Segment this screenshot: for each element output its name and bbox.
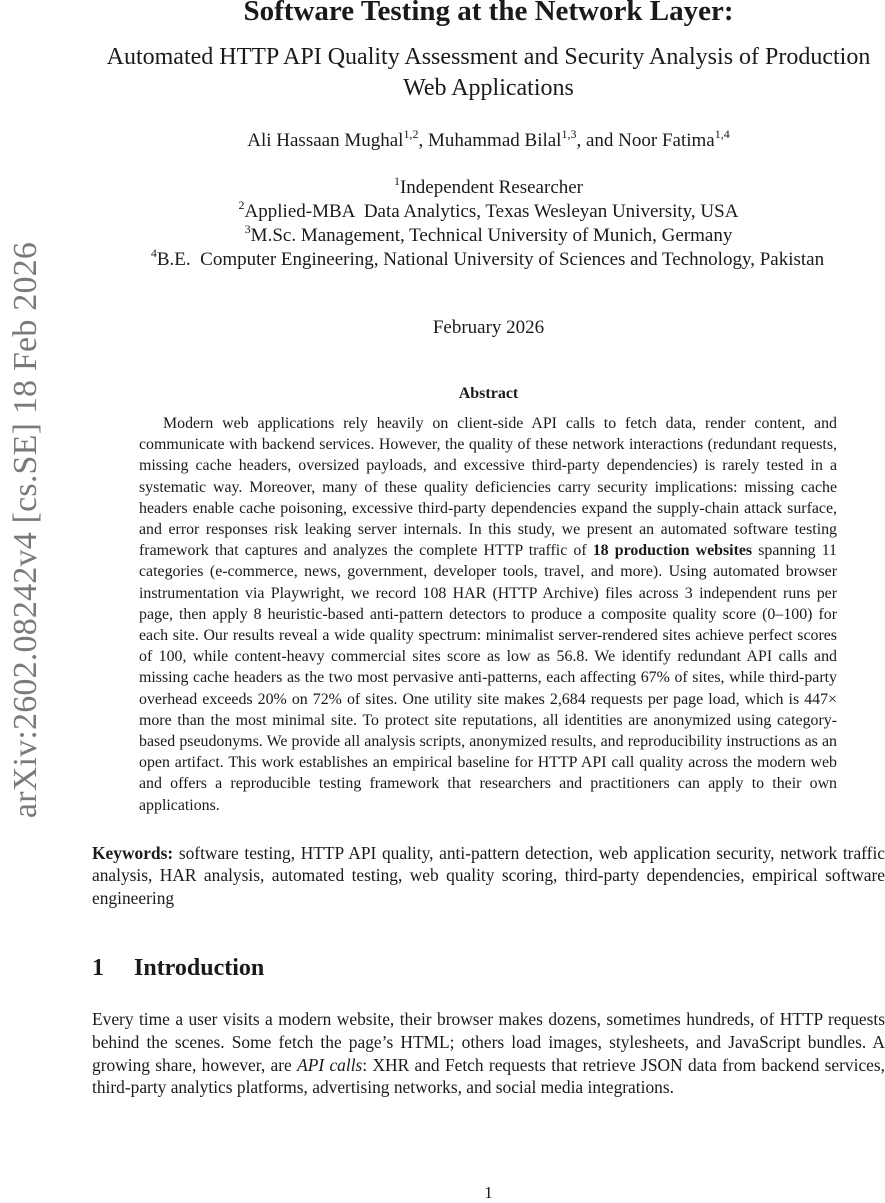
affiliation — [92, 176, 885, 200]
intro-emphasis: API calls — [297, 1054, 363, 1075]
affiliation — [92, 224, 885, 248]
affiliation-text: Independent Researcher — [399, 177, 584, 198]
author-separator: , — [418, 130, 428, 151]
intro-text: Every time a user visits a modern website, their browser makes dozens, sometimes hundreds, of HTTP requests behind the scenes. Some fetch the page’s HTML; others load images, stylesheets, and JavaScript bundles. A growing share, however, are — [92, 1009, 885, 1075]
affiliation-marker: 2 — [238, 198, 245, 212]
intro-text: : XHR and Fetch requests that retrieve JSON data from backend services, third-party analytics platforms, advertising networks, and social media integrations. — [92, 1054, 885, 1098]
author-list — [92, 129, 885, 153]
abstract-body — [139, 413, 837, 816]
affiliation-marker: 1 — [393, 174, 400, 188]
affiliation-text: Applied-MBA Data Analytics, Texas Wesleyan University, USA — [244, 201, 739, 222]
paper-page — [92, 0, 885, 1202]
affiliation-list — [92, 176, 885, 272]
affiliation — [92, 200, 885, 224]
section-number: 1 — [92, 955, 104, 982]
abstract-text: spanning 11 categories (e-commerce, news, government, developer tools, travel, and more). Using automated browser instrumentation via Playwright, we record 108 HAR (HTTP Archive) files across 3 independent runs per page, then apply 8 heuristic-based anti-pattern detectors to produce a composite quality score (0–100) for each site. Our results reveal a wide quality spectrum: minimalist server-rendered sites achieve perfect scores of 100, while content-heavy commercial sites score as low as 56.8. We identify redundant API calls and missing cache headers as the two most pervasive anti-patterns, each affecting 67% of sites, while third-party overhead exceeds 20% on 72% of sites. One utility site makes 2,684 requests per page load, which is 447× more than the most minimal site. To protect site reputations, all identities are anonymized using category-based pseudonyms. We provide all analysis scripts, anonymized results, and reproducibility instructions as an open artifact. This work establishes an empirical baseline for HTTP API call quality across the modern web and offers a reproducible testing framework that researchers and practitioners can apply to their own applications. — [139, 542, 837, 814]
affiliation-text: B.E. Computer Engineering, National University of Sciences and Technology, Pakistan — [156, 249, 825, 270]
abstract-text: Modern web applications rely heavily on client-side API calls to fetch data, render content, and communicate with backend services. However, the quality of these network interactions (redundant requests, missing cache headers, oversized payloads, and excessive third-party dependencies) is rarely tested in a systematic way. Moreover, many of these quality deficiencies carry security implications: missing cache headers enable cache poisoning, excessive third-party dependencies expand the supply-chain attack surface, and error responses risk leaking server internals. In this study, we present an automated software testing framework that captures and analyzes the complete HTTP traffic of — [139, 415, 837, 560]
keywords — [92, 842, 885, 909]
arxiv-identifier: arXiv:2602.08242v4 [cs.SE] 18 Feb 2026 — [7, 241, 44, 819]
keywords-text: software testing, HTTP API quality, anti-pattern detection, web application security, network traffic analysis, HAR analysis, automated testing, web quality scoring, third-party dependencies, empirical software engineering — [92, 842, 885, 908]
affiliation-text: M.Sc. Management, Technical University of Munich, Germany — [250, 225, 733, 246]
abstract-emphasis: 18 production websites — [592, 542, 753, 560]
keywords-label: Keywords: — [92, 842, 174, 863]
section-heading — [92, 955, 885, 982]
intro-paragraph — [92, 1008, 885, 1099]
paper-date: February 2026 — [432, 317, 545, 338]
section-title: Introduction — [134, 955, 265, 982]
author-name: Muhammad Bilal — [427, 130, 562, 151]
affiliation-marker: 4 — [150, 246, 157, 260]
author-name: Ali Hassaan Mughal — [247, 130, 404, 151]
affiliation — [90, 248, 885, 272]
page-number: 1 — [484, 1183, 493, 1202]
author-separator: , and — [576, 130, 619, 151]
abstract-heading: Abstract — [458, 385, 519, 402]
paper-subtitle: Automated HTTP API Quality Assessment and Security Analysis of Production Web Applications — [106, 44, 871, 101]
paper-title: Software Testing at the Network Layer: — [243, 0, 734, 27]
author-name: Noor Fatima — [618, 130, 715, 151]
affiliation-marker: 3 — [244, 222, 251, 236]
author-affil-marker: 1,4 — [714, 127, 730, 141]
author-affil-marker: 1,3 — [561, 127, 577, 141]
author-affil-marker: 1,2 — [403, 127, 419, 141]
